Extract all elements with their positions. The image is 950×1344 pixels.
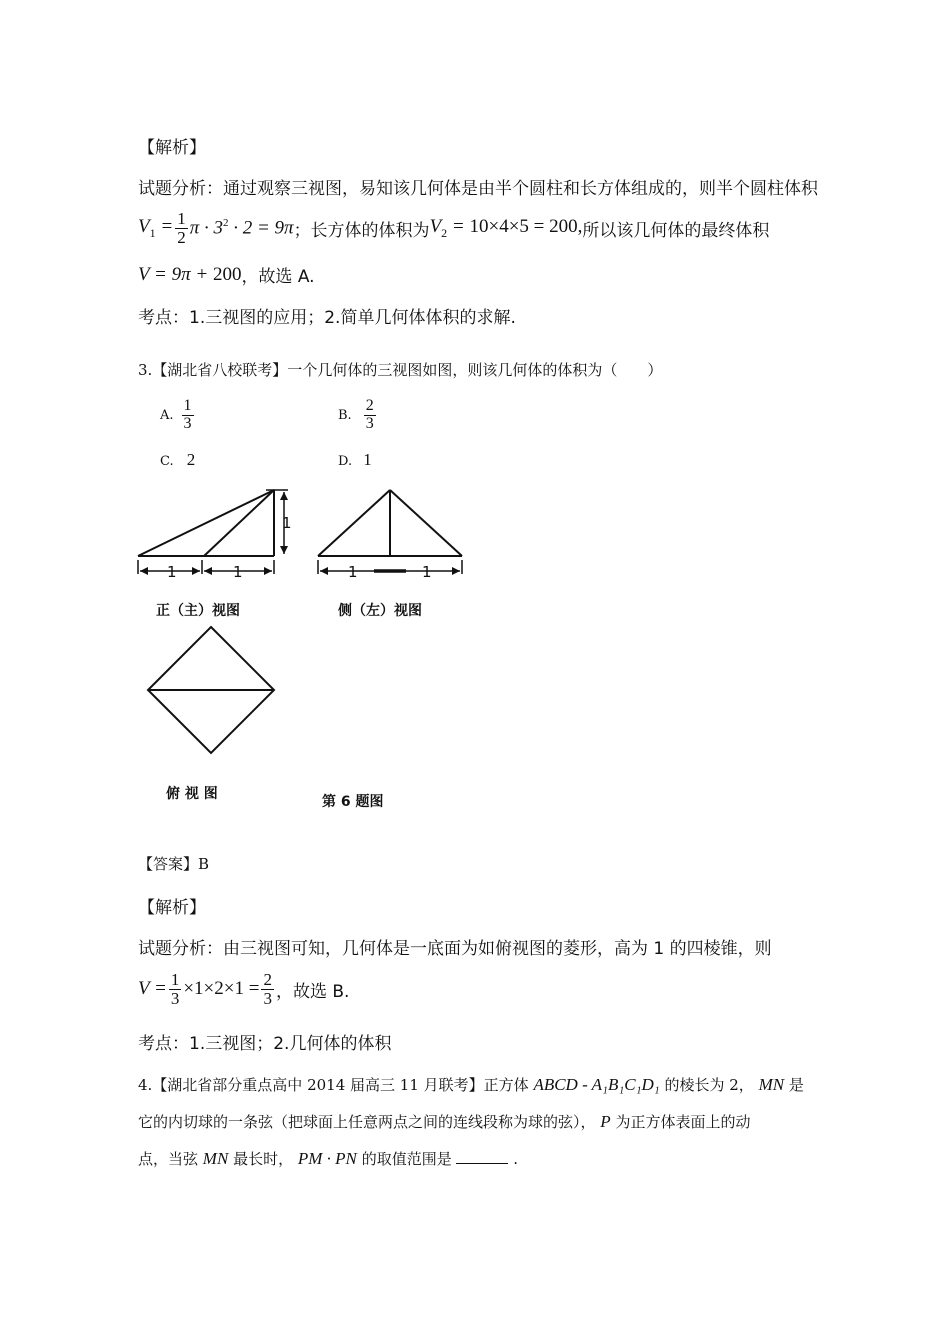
option-c-label: C. — [160, 454, 174, 469]
q4-line1 — [138, 1074, 804, 1095]
q4-cube: ABCD - A₁B₁C₁D₁ — [533, 1075, 660, 1094]
arrow-icon — [280, 492, 288, 500]
q3-kaodian: 考点：1.三视图；2.几何体的体积 — [138, 1034, 392, 1054]
side-view — [318, 490, 462, 574]
front-view-caption: 正（主）视图 — [156, 603, 240, 619]
q4-line3b: 最长时， — [233, 1150, 294, 1168]
q4-line2a: 它的内切球的一条弦（把球面上任意两点之间的连线段称为球的弦）， — [138, 1113, 596, 1131]
option-c-value: 2 — [186, 450, 196, 469]
option-b-label: B. — [338, 407, 352, 423]
q4-line2b: 为正方体表面上的动 — [615, 1113, 751, 1131]
q4-line3c: 的取值范围是 — [361, 1150, 452, 1168]
v1-formula-line: $V_1$ = $\frac{1}{2}$ $\pi \cdot 3^2 \cdot 2 = 9\pi$ ；长方体的体积为 $V_2 = 10\times 4\times 5 = 200$, 所以该几何体的最终体积 — [138, 208, 770, 247]
v1-text: ；长方体的体积为 — [293, 220, 430, 241]
option-c — [160, 450, 195, 470]
q3-analysis-text: 试题分析：由三视图可知，几何体是一底面为如俯视图的菱形，高为 1 的四棱锥，则 — [138, 939, 772, 959]
v-formula-line: V = 9π + 200 ，故选 A. — [138, 263, 315, 287]
q4-p: P — [600, 1112, 611, 1131]
q4-line3 — [138, 1148, 518, 1169]
side-dim-right: 1 — [422, 563, 432, 581]
q4-dot-product: PM · PN — [297, 1149, 357, 1168]
option-b — [338, 398, 378, 433]
option-a — [160, 398, 196, 433]
front-dim-left: 1 — [167, 563, 177, 581]
q3-v-tail: ，故选 B. — [275, 981, 350, 1002]
q4-mn: MN — [758, 1075, 785, 1094]
option-b-den: 3 — [365, 414, 374, 432]
front-view — [138, 490, 288, 574]
arrow-icon — [452, 567, 460, 575]
analysis-text: 试题分析：通过观察三视图，易知该几何体是由半个圆柱和长方体组成的，则半个圆柱体积 — [138, 179, 818, 199]
side-view-caption: 侧（左）视图 — [338, 603, 422, 619]
q4-line3d: . — [513, 1150, 519, 1168]
three-view-figure — [130, 480, 490, 820]
q4-prefix: 4.【湖北省部分重点高中 2014 届高三 11 月联考】正方体 — [138, 1076, 529, 1094]
arrow-icon — [192, 567, 200, 575]
arrow-icon — [264, 567, 272, 575]
option-d-label: D. — [338, 454, 353, 469]
v1-tail: 所以该几何体的最终体积 — [582, 220, 770, 241]
arrow-icon — [320, 567, 328, 575]
v-tail: ，故选 A. — [241, 267, 315, 287]
side-dim-left: 1 — [348, 563, 358, 581]
front-dim-height: 1 — [282, 514, 292, 532]
option-a-num: 1 — [183, 397, 192, 414]
top-view — [148, 627, 274, 753]
figure-caption: 第 6 题图 — [322, 794, 384, 810]
q3-answer: 【答案】B — [138, 855, 210, 873]
option-b-num: 2 — [365, 397, 374, 414]
q4-tail1: 是 — [788, 1076, 804, 1094]
q4-mn-2: MN — [202, 1149, 229, 1168]
option-d — [338, 450, 372, 470]
q4-mid1: 的棱长为 2， — [664, 1076, 754, 1094]
answer-blank — [456, 1149, 508, 1164]
front-dim-right: 1 — [233, 563, 243, 581]
q4-line3a: 点，当弦 — [138, 1150, 199, 1168]
arrow-icon — [140, 567, 148, 575]
q3-jiexi-label: 【解析】 — [138, 898, 206, 918]
kaodian-s2: 考点：1.三视图的应用；2.简单几何体体积的求解. — [138, 308, 516, 328]
arrow-icon — [204, 567, 212, 575]
top-view-caption: 俯 视 图 — [166, 786, 218, 802]
option-d-value: 1 — [363, 450, 372, 469]
jiexi-label: 【解析】 — [138, 138, 206, 158]
q3-volume-formula: V = $\frac{1}{3}$ ×1×2×1 = $\frac{2}{3}$ ，故选 B. — [138, 969, 350, 1008]
q4-line2 — [138, 1111, 750, 1132]
option-a-label: A. — [160, 407, 174, 423]
q3-stem: 3.【湖北省八校联考】一个几何体的三视图如图，则该几何体的体积为（ ） — [138, 361, 663, 379]
option-a-den: 3 — [183, 414, 192, 432]
arrow-icon — [280, 546, 288, 554]
